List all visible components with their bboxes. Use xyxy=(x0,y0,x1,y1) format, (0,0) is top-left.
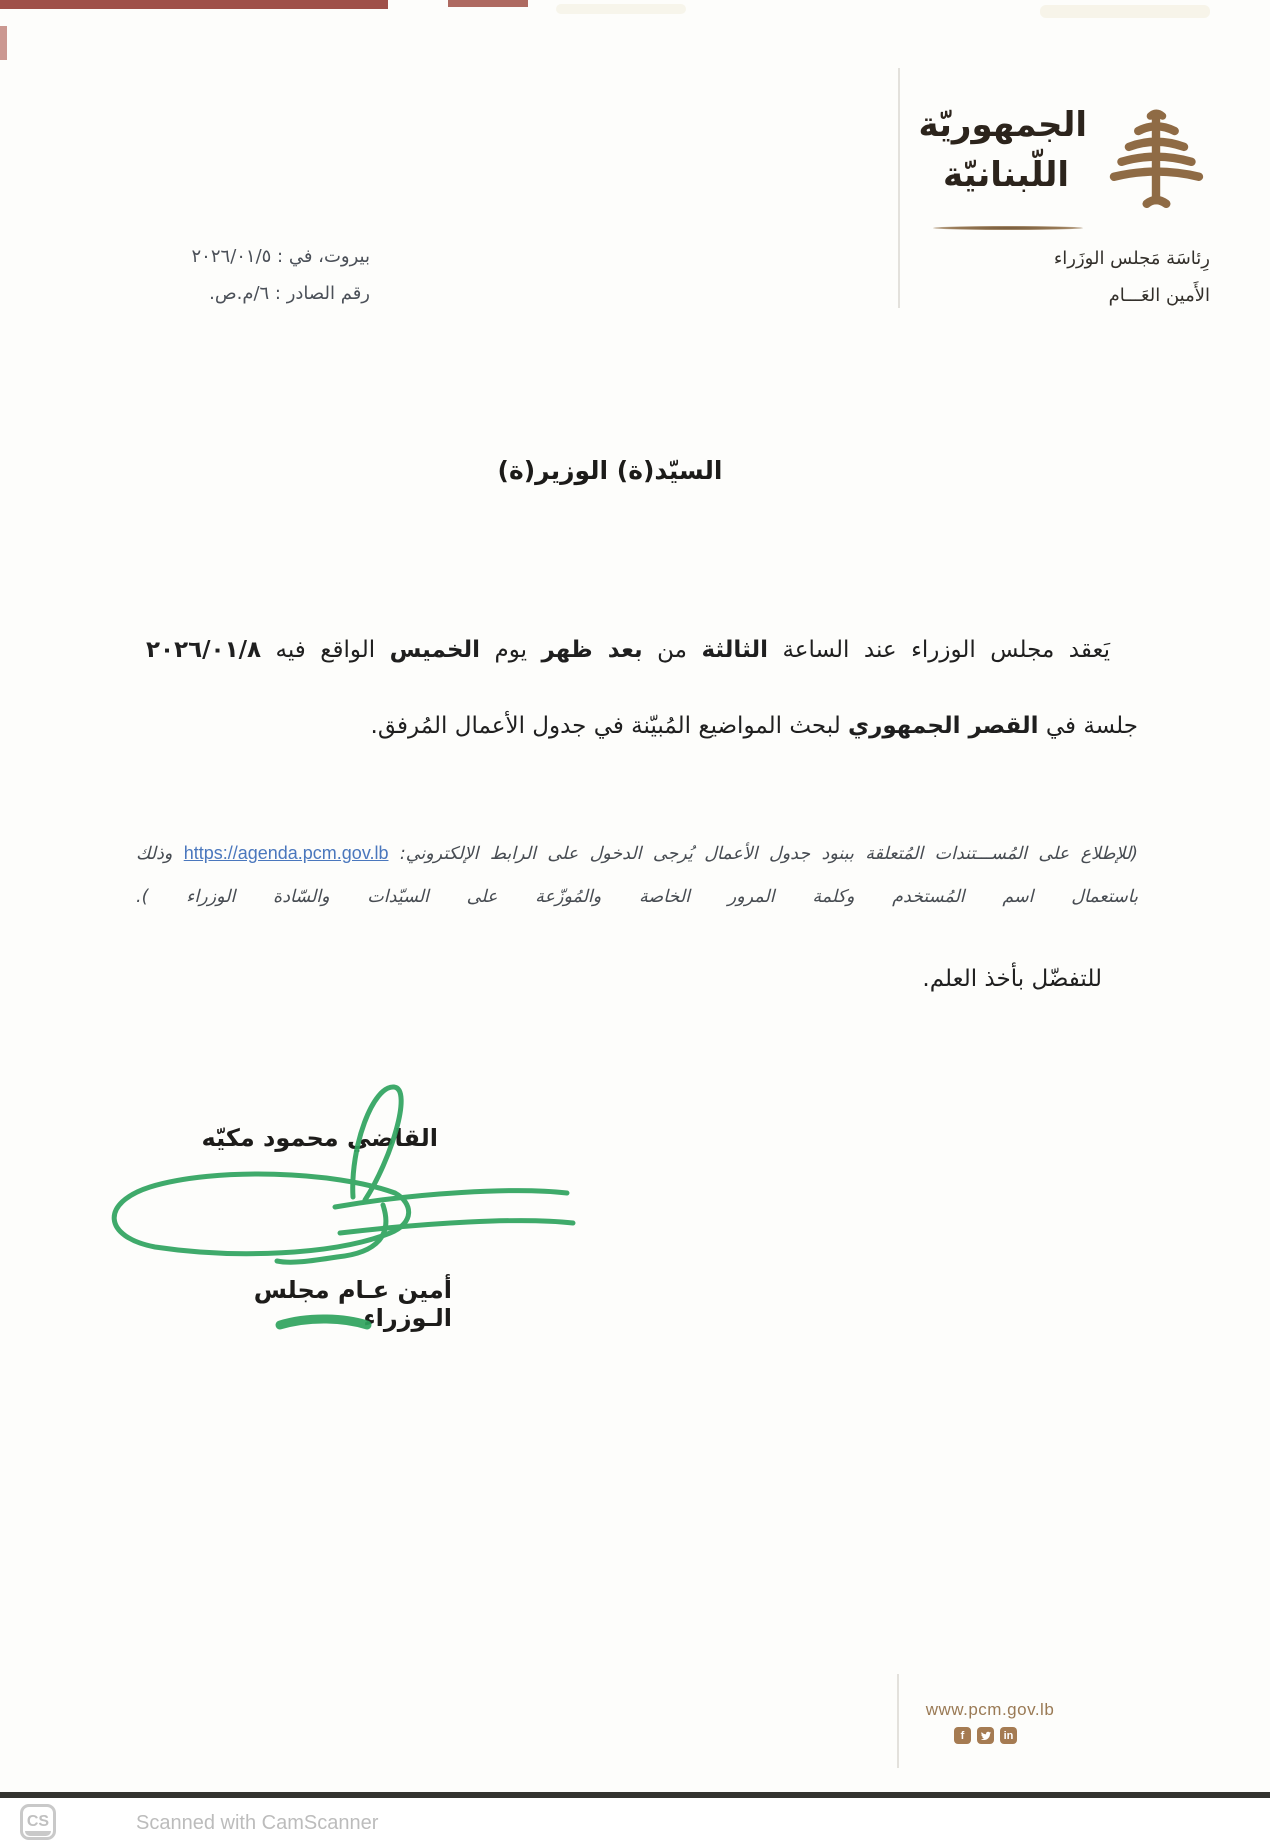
office-block xyxy=(1054,240,1210,314)
scan-artifact-smudge xyxy=(556,4,686,14)
body-text-segment: من xyxy=(642,637,702,663)
footer-website[interactable]: www.pcm.gov.lb xyxy=(925,1700,1055,1719)
office-line-secretary-general: الأَمين العَـــام xyxy=(1108,285,1210,306)
body-line-1 xyxy=(146,612,1138,688)
body-text-segment: الثالثة xyxy=(701,637,768,663)
facebook-icon[interactable]: f xyxy=(954,1727,971,1744)
body-text-segment: لبحث المواضيع المُبيّنة في جدول الأعمال المُرفق. xyxy=(370,713,849,739)
body-text-segment: جلسة في xyxy=(1038,713,1138,739)
city-date-line: بيروت، في : ٢٠٢٦/٠١/٥ xyxy=(191,246,370,267)
reference-number-line: رقم الصادر : ٦/م.ص. xyxy=(209,283,370,304)
letterhead-rule-line xyxy=(898,68,900,308)
scan-artifact-red-bar xyxy=(448,0,528,7)
letterhead-divider xyxy=(933,226,1083,230)
note-line-2: باستعمال اسم المُستخدم وكلمة المرور الخاصة والمُوزّعة على السيّدات والسّادة الوزراء ). xyxy=(136,887,1138,907)
body-text-segment: القصر الجمهوري xyxy=(848,713,1039,739)
agenda-link[interactable]: https://agenda.pcm.gov.lb xyxy=(183,843,389,863)
office-line-presidency: رِئاسَة مَجلس الوزَراء xyxy=(1053,248,1210,269)
lebanese-cedar-icon xyxy=(1100,103,1212,215)
body-text-segment: الواقع فيه xyxy=(261,637,390,663)
social-icons-row xyxy=(954,1727,1017,1744)
body-line-2 xyxy=(146,688,1138,764)
scan-artifact-smudge xyxy=(1040,5,1210,18)
signatory-title: أمين عـام مجلس الـوزراء xyxy=(253,1276,452,1332)
recipient-line: السيّد(ة) الوزير(ة) xyxy=(497,456,723,485)
closing-line: للتفضّل بأخذ العلم. xyxy=(922,966,1102,992)
note-text-after-link: وذلك xyxy=(136,844,184,864)
agenda-note xyxy=(136,832,1138,919)
body-text-segment: ٢٠٢٦/٠١/٨ xyxy=(146,637,262,663)
note-line-1 xyxy=(136,832,1138,876)
linkedin-icon[interactable]: in xyxy=(1000,1727,1017,1744)
camscanner-logo-icon: CS xyxy=(20,1804,56,1840)
body-text-segment: يَعقد مجلس الوزراء عند الساعة xyxy=(767,637,1110,663)
body-paragraph xyxy=(146,612,1138,764)
signatory-name: القاضي محمود مكيّه xyxy=(201,1124,438,1152)
camscanner-label: Scanned with CamScanner xyxy=(136,1812,379,1834)
republic-title xyxy=(918,100,1087,200)
twitter-icon[interactable] xyxy=(977,1727,994,1744)
note-text-before-link: (للإطلاع على المُســـتندات المُتعلقة ببنود جدول الأعمال يُرجى الدخول على الرابط الإلكتروني: xyxy=(388,844,1138,864)
body-text-segment: بعد ظهر xyxy=(541,637,643,663)
republic-title-line2: اللّبنانيّة xyxy=(942,155,1070,195)
letterhead-rule-line xyxy=(897,1674,899,1768)
scan-artifact-red-speck xyxy=(0,26,7,60)
republic-title-line1: الجمهوريّة xyxy=(918,105,1087,145)
body-text-segment: يوم xyxy=(480,637,542,663)
scan-artifact-red-bar xyxy=(0,0,388,9)
green-ink-signature xyxy=(95,1075,585,1345)
body-text-segment: الخميس xyxy=(389,637,481,663)
meta-block xyxy=(110,238,370,312)
